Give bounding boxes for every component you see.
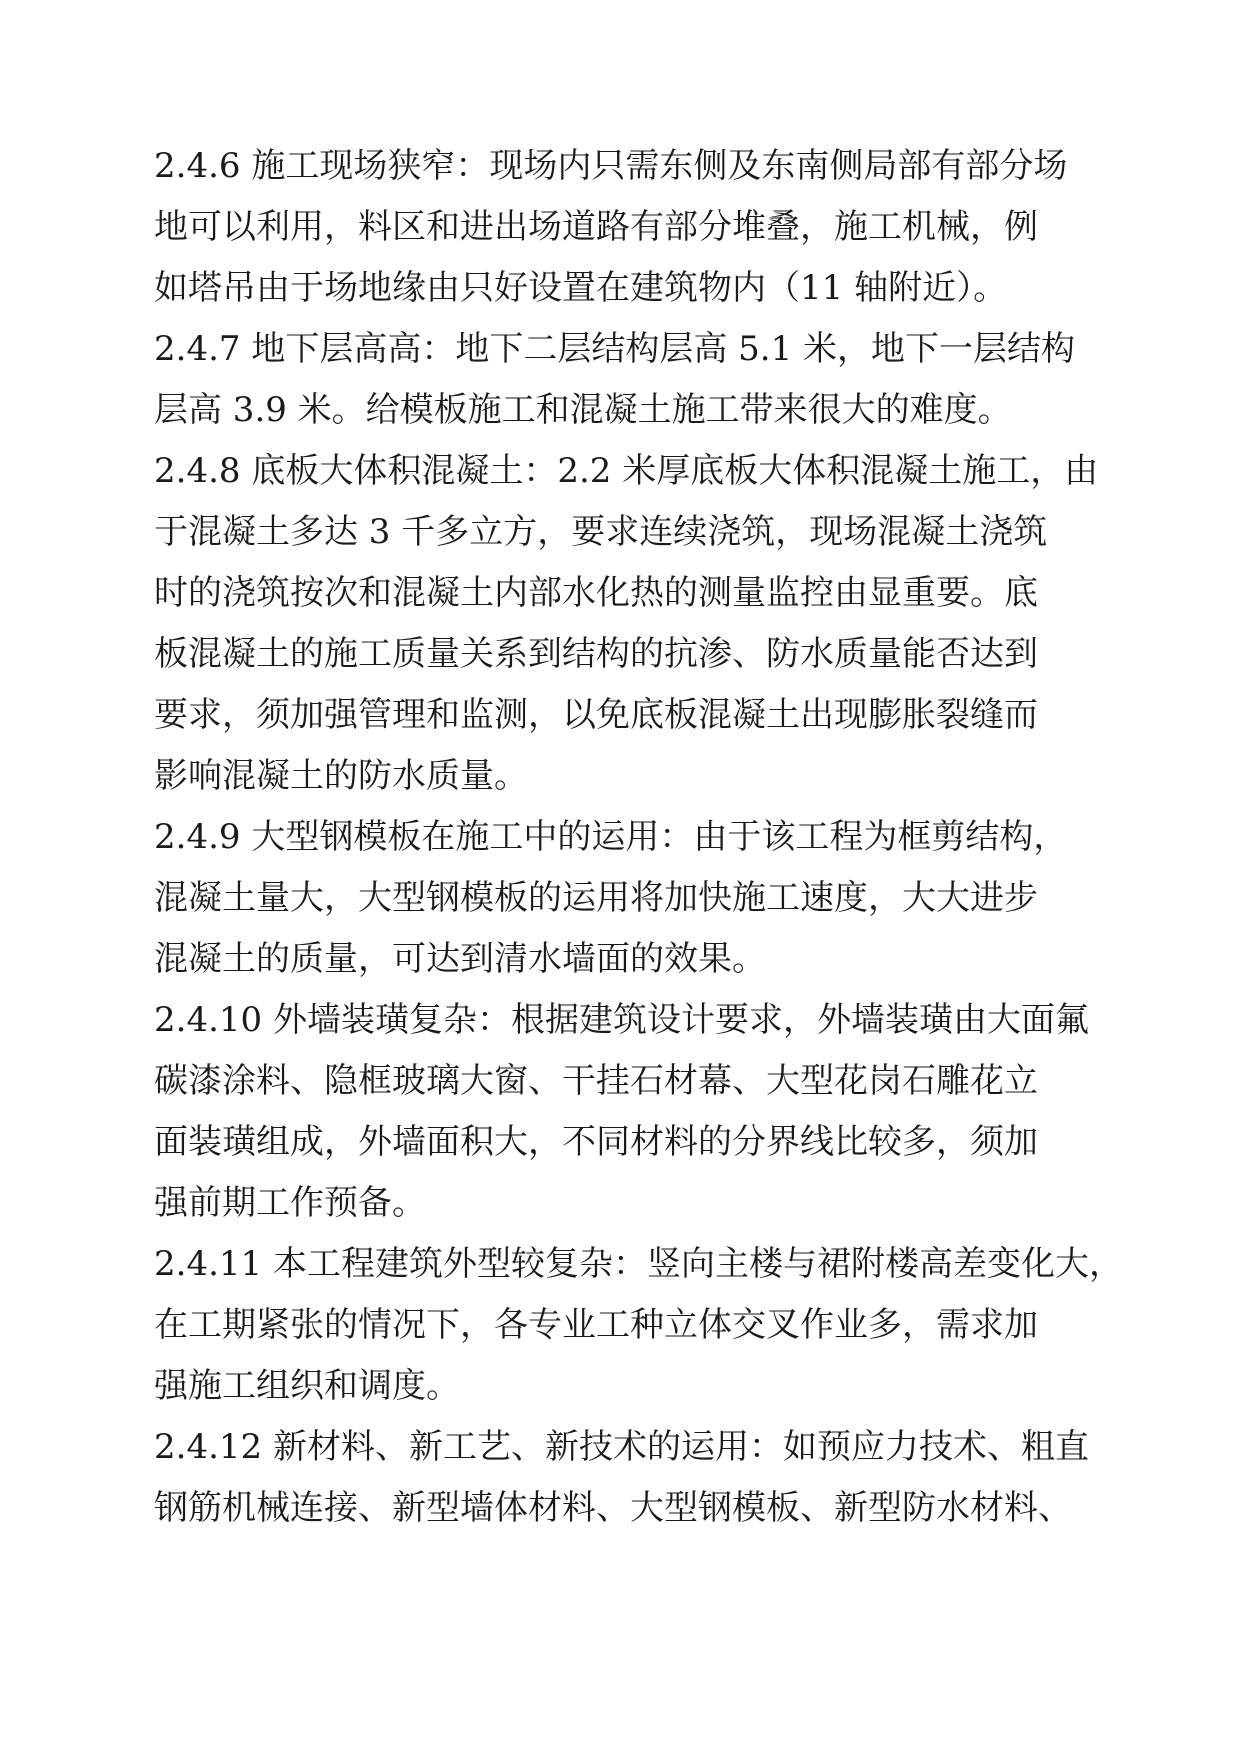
text-line: 要求，须加强管理和监测，以免底板混凝土出现膨胀裂缝而 [154, 695, 1038, 735]
text-line: 地可以利用，料区和进出场道路有部分堆叠，施工机械，例 [154, 207, 1038, 247]
text-line: 板混凝土的施工质量关系到结构的抗渗、防水质量能否达到 [154, 634, 1038, 674]
paragraph-2-4-7 [154, 319, 1099, 441]
paragraph-2-4-6 [154, 136, 1099, 319]
text-line: 层高 3.9 米。给模板施工和混凝土施工带来很大的难度。 [154, 390, 1012, 430]
text-line: 如塔吊由于场地缘由只好设置在建筑物内（11 轴附近）。 [154, 268, 1008, 308]
text-line: 2.4.10 外墙装璜复杂：根据建筑设计要求，外墙装璜由大面氟 [154, 1000, 1089, 1040]
paragraph-2-4-10 [154, 990, 1099, 1234]
text-line: 强前期工作预备。 [154, 1183, 426, 1223]
text-line: 混凝土量大，大型钢模板的运用将加快施工速度，大大进步 [154, 878, 1038, 918]
paragraph-2-4-12 [154, 1417, 1099, 1539]
text-line: 钢筋机械连接、新型墙体材料、大型钢模板、新型防水材料、 [154, 1488, 1072, 1528]
paragraph-2-4-11 [154, 1234, 1123, 1417]
text-line: 2.4.9 大型钢模板在施工中的运用：由于该工程为框剪结构， [154, 817, 1068, 857]
body-text [154, 136, 1123, 1539]
paragraph-2-4-9 [154, 807, 1099, 990]
text-line: 影响混凝土的防水质量。 [154, 756, 528, 796]
text-line: 混凝土的质量，可达到清水墙面的效果。 [154, 939, 766, 979]
text-line: 2.4.11 本工程建筑外型较复杂：竖向主楼与裙附楼高差变化大， [154, 1244, 1123, 1284]
text-line: 碳漆涂料、隐框玻璃大窗、干挂石材幕、大型花岗石雕花立 [154, 1061, 1038, 1101]
text-line: 在工期紧张的情况下，各专业工种立体交叉作业多，需求加 [154, 1305, 1038, 1345]
text-line: 面装璜组成，外墙面积大，不同材料的分界线比较多，须加 [154, 1122, 1038, 1162]
text-line: 2.4.12 新材料、新工艺、新技术的运用：如预应力技术、粗直 [154, 1427, 1089, 1467]
text-line: 2.4.7 地下层高高：地下二层结构层高 5.1 米，地下一层结构 [154, 329, 1076, 369]
text-line: 时的浇筑按次和混凝土内部水化热的测量监控由显重要。底 [154, 573, 1038, 613]
text-line: 于混凝土多达 3 千多立方，要求连续浇筑，现场混凝土浇筑 [154, 512, 1048, 552]
text-line: 强施工组织和调度。 [154, 1366, 460, 1406]
paragraph-2-4-8 [154, 441, 1099, 807]
text-line: 2.4.6 施工现场狭窄：现场内只需东侧及东南侧局部有部分场 [154, 146, 1068, 186]
text-line: 2.4.8 底板大体积混凝土：2.2 米厚底板大体积混凝土施工，由 [154, 451, 1099, 491]
